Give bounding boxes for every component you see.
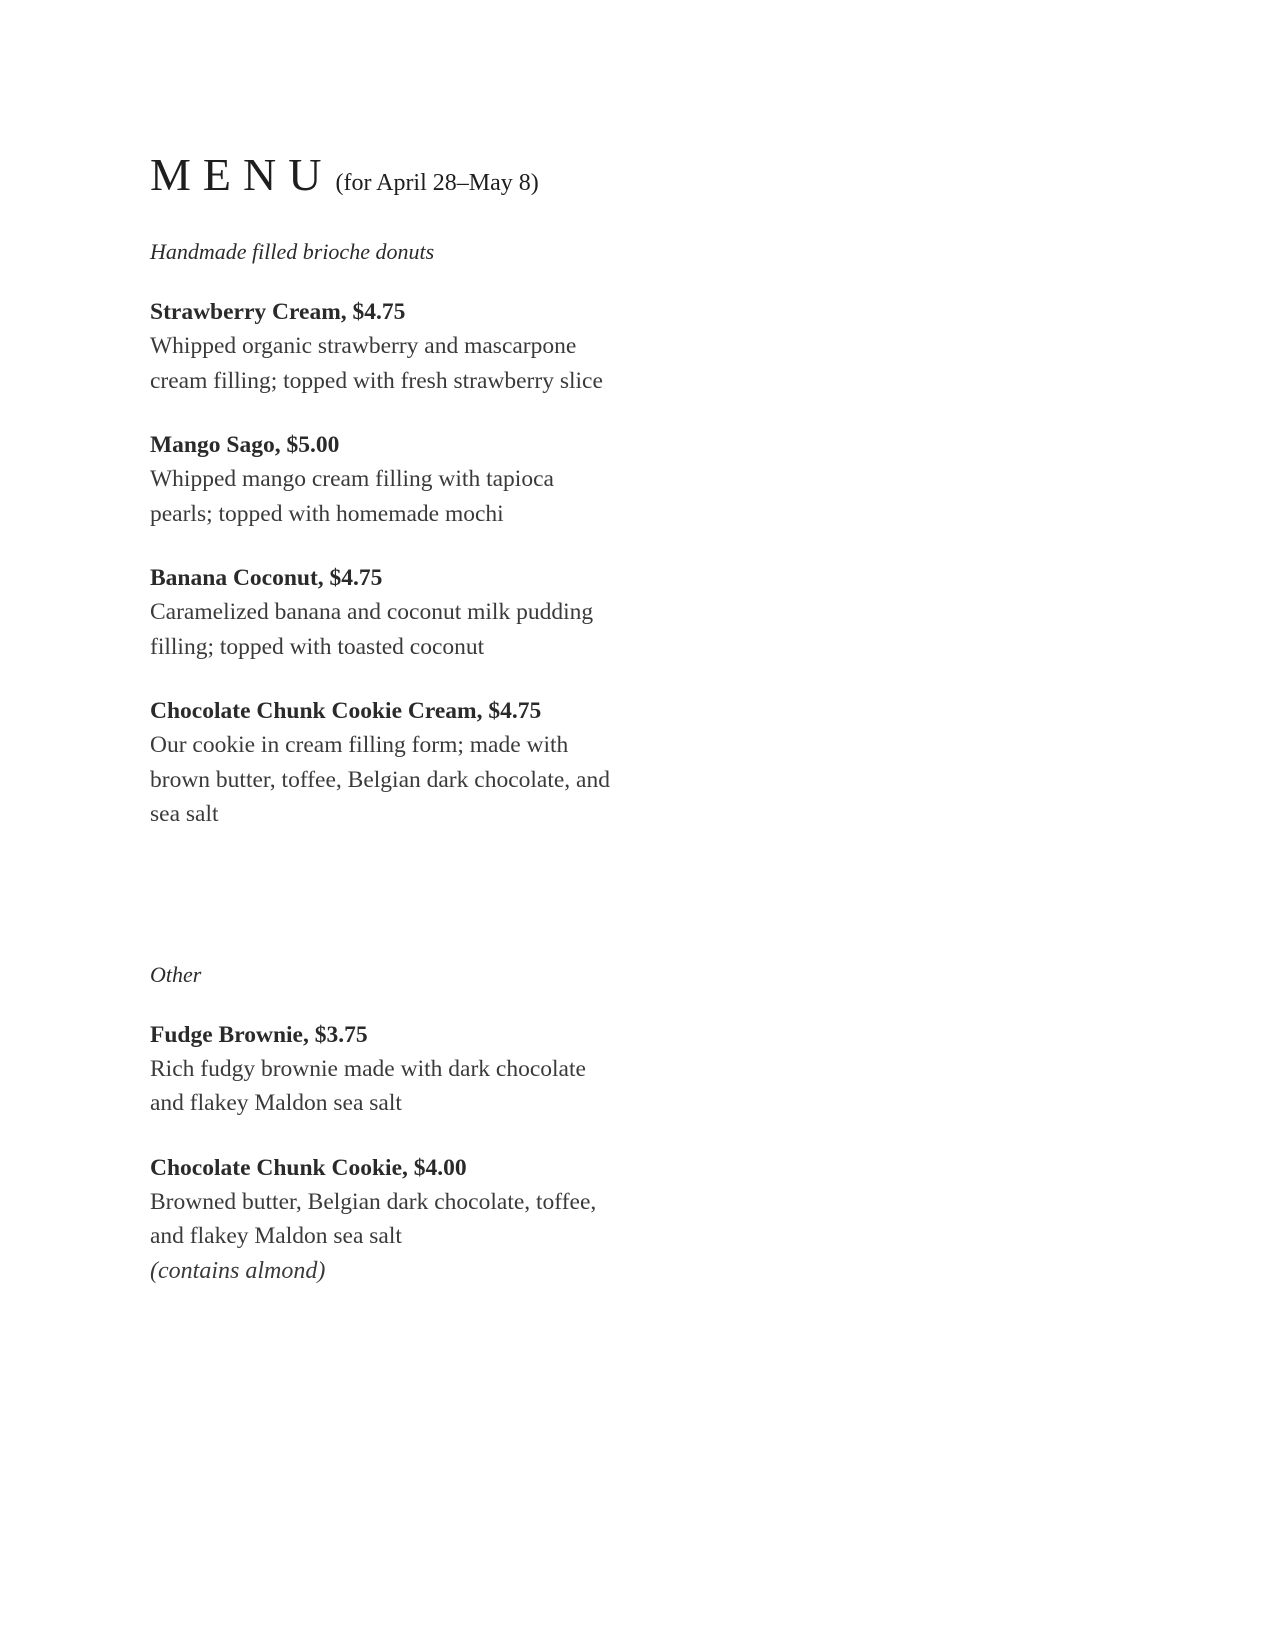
item-description: Our cookie in cream filling form; made with brown butter, toffee, Belgian dark chocolate, and sea salt — [150, 732, 610, 827]
menu-item-fudge-brownie — [150, 1018, 770, 1121]
item-name: Strawberry Cream, $4.75 — [150, 299, 406, 325]
section-heading-other: Other — [150, 961, 202, 987]
item-description: Whipped organic strawberry and mascarpone cream filling; topped with fresh strawberry slice — [150, 333, 603, 394]
item-description: Caramelized banana and coconut milk pudding filling; topped with toasted coconut — [150, 599, 594, 660]
menu-item-chocolate-chunk-cookie-cream — [150, 694, 770, 832]
item-name: Chocolate Chunk Cookie, $4.00 — [150, 1154, 467, 1181]
allergen-note: (contains almond) — [150, 1257, 326, 1284]
section-heading-donuts: Handmade filled brioche donuts — [150, 239, 435, 264]
date-range-subtitle: (for April 28–May 8) — [335, 170, 539, 196]
menu-item-strawberry-cream — [150, 295, 770, 398]
menu-item-mango-sago — [150, 428, 770, 531]
menu-header — [150, 148, 770, 201]
item-name: Chocolate Chunk Cookie Cream, $4.75 — [150, 698, 542, 724]
menu-item-banana-coconut — [150, 561, 770, 664]
menu-item-chocolate-chunk-cookie — [150, 1151, 770, 1288]
item-description: Whipped mango cream filling with tapioca pearls; topped with homemade mochi — [150, 466, 554, 527]
item-description: Browned butter, Belgian dark chocolate, toffee, and flakey Maldon sea salt — [150, 1188, 597, 1249]
item-name: Banana Coconut, $4.75 — [150, 565, 383, 591]
item-name: Fudge Brownie, $3.75 — [150, 1021, 368, 1048]
item-name: Mango Sago, $5.00 — [150, 432, 340, 458]
menu-page — [150, 148, 770, 1288]
item-description: Rich fudgy brownie made with dark chocolate and flakey Maldon sea salt — [150, 1055, 586, 1116]
page-title: MENU — [150, 149, 334, 200]
